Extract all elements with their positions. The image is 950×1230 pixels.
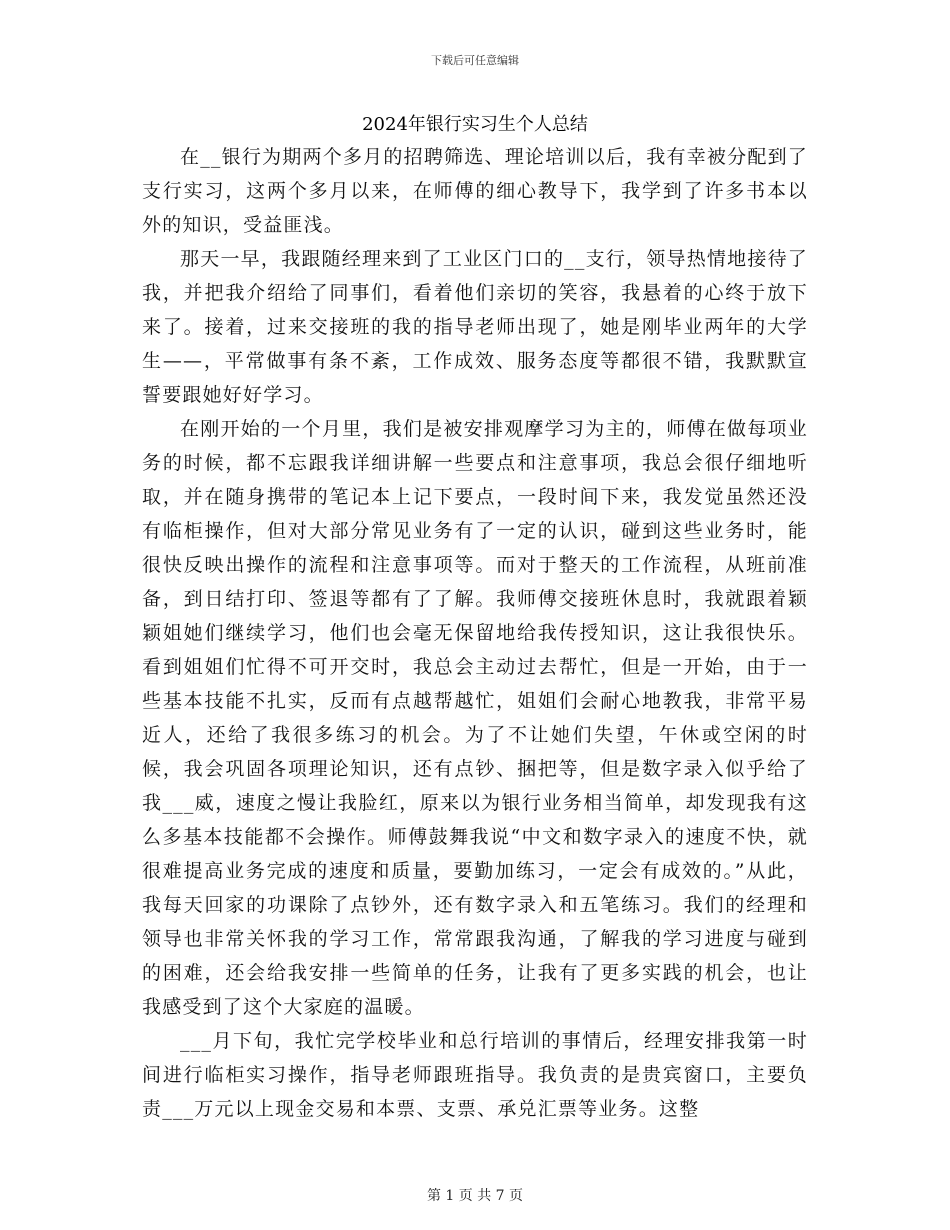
- paragraph-2: 那天一早，我跟随经理来到了工业区门口的__支行，领导热情地接待了我，并把我介绍给了同事们，看着他们亲切的笑容，我悬着的心终于放下来了。接着，过来交接班的我的指导老师出现了，她是刚毕业两年的大学生——，平常做事有条不紊，工作成效、服务态度等都很不错，我默默宣誓要跟她好好学习。: [142, 248, 808, 406]
- document-title: 2024年银行实习生个人总结: [362, 114, 588, 135]
- paragraph-1: 在__银行为期两个多月的招聘筛选、理论培训以后，我有幸被分配到了支行实习，这两个多月以来，在师傅的细心教导下，我学到了许多书本以外的知识，受益匪浅。: [142, 146, 808, 236]
- document-body: [142, 140, 808, 1126]
- paragraph-3: 在刚开始的一个月里，我们是被安排观摩学习为主的，师傅在做每项业务的时候，都不忘跟我详细讲解一些要点和注意事项，我总会很仔细地听取，并在随身携带的笔记本上记下要点，一段时间下来，我发觉虽然还没有临柜操作，但对大部分常见业务有了一定的认识，碰到这些业务时，能很快反映出操作的流程和注意事项等。而对于整天的工作流程，从班前准备，到日结打印、签退等都有了了解。我师傅交接班休息时，我就跟着颖颖姐她们继续学习，他们也会毫无保留地给我传授知识，这让我很快乐。看到姐姐们忙得不可开交时，我总会主动过去帮忙，但是一开始，由于一些基本技能不扎实，反而有点越帮越忙，姐姐们会耐心地教我，非常平易近人，还给了我很多练习的机会。为了不让她们失望，午休或空闲的时候，我会巩固各项理论知识，还有点钞、捆把等，但是数字录入似乎给了我___威，速度之慢让我脸红，原来以为银行业务相当简单，却发现我有这么多基本技能都不会操作。师傅鼓舞我说“中文和数字录入的速度不快，就很难提高业务完成的速度和质量，要勤加练习，一定会有成效的。”从此，我每天回家的功课除了点钞外，还有数字录入和五笔练习。我们的经理和领导也非常关怀我的学习工作，常常跟我沟通，了解我的学习进度与碰到的困难，还会给我安排一些简单的任务，让我有了更多实践的机会，也让我感受到了这个大家庭的温暖。: [142, 418, 808, 1018]
- paragraph-4: ___月下旬，我忙完学校毕业和总行培训的事情后，经理安排我第一时间进行临柜实习操作，指导老师跟班指导。我负责的是贵宾窗口，主要负责___万元以上现金交易和本票、支票、承兑汇票等业务。这整: [142, 1030, 808, 1120]
- page-number: 第 1 页 共 7 页: [426, 1188, 524, 1204]
- page-header-note: 下载后可任意编辑: [431, 54, 519, 67]
